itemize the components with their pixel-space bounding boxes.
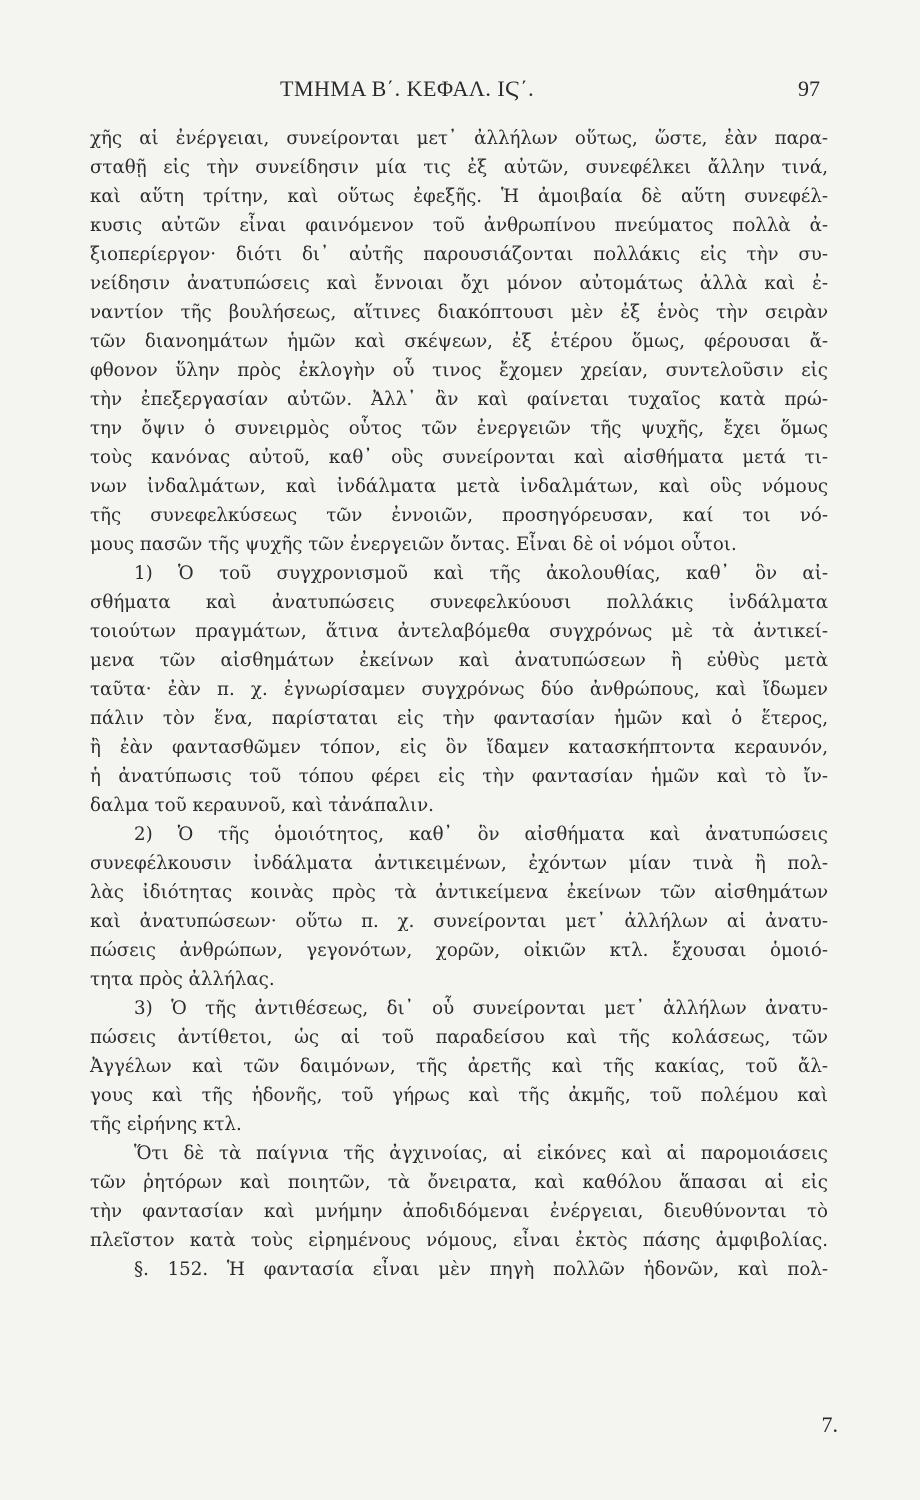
section-start-line: §. 152. Ἡ φαντασία εἶναι μὲν πηγὴ πολλῶν ἡδονῶν, καὶ πολ- [134, 1259, 828, 1280]
text-line: τὴν ἐπεξεργασίαν αὐτῶν. Ἀλλ᾽ ἂν καὶ φαίνεται τυχαῖος κατὰ πρώ- [90, 389, 828, 410]
text-line: μενα τῶν αἰσθημάτων ἐκείνων καὶ ἀνατυπώσεων ἢ εὐθὺς μετὰ [90, 650, 828, 671]
text-line: τὴν φαντασίαν καὶ μνήμην ἀποδιδόμεναι ἐνέργειαι, διευθύνονται τὸ [90, 1201, 828, 1222]
page-number: 97 [798, 76, 820, 101]
text-line: συνεφέλκουσιν ἰνδάλματα ἀντικειμένων, ἐχόντων μίαν τινὰ ἢ πολ- [90, 853, 828, 874]
text-line: ναντίον τῆς βουλήσεως, αἵτινες διακόπτουσι μὲν ἐξ ἑνὸς τὴν σειρὰν [90, 302, 828, 323]
list-item-line: 3) Ὁ τῆς ἀντιθέσεως, δι᾽ οὗ συνείρονται μετ᾽ ἀλλήλων ἀνατυ- [134, 998, 828, 1019]
text-line: χῆς αἱ ἐνέργειαι, συνείρονται μετ᾽ ἀλλήλων οὕτως, ὥστε, ἐὰν παρα- [90, 128, 828, 149]
body-text [90, 124, 828, 1284]
text-line: τῆς συνεφελκύσεως τῶν ἐννοιῶν, προσηγόρευσαν, καί τοι νό- [90, 505, 828, 526]
text-line: καὶ αὕτη τρίτην, καὶ οὕτως ἐφεξῆς. Ἡ ἀμοιβαία δὲ αὕτη συνεφέλ- [90, 186, 828, 207]
text-line: φθονον ὕλην πρὸς ἐκλογὴν οὗ τινος ἔχομεν χρείαν, συντελοῦσιν εἰς [90, 360, 828, 381]
text-line: σταθῇ εἰς τὴν συνείδησιν μία τις ἐξ αὐτῶν, συνεφέλκει ἄλλην τινά, [90, 157, 828, 178]
text-line: τῶν ῥητόρων καὶ ποιητῶν, τὰ ὄνειρατα, καὶ καθόλου ἅπασαι αἱ εἰς [90, 1172, 828, 1193]
text-line: σθήματα καὶ ἀνατυπώσεις συνεφελκύουσι πολλάκις ἰνδάλματα [90, 592, 828, 613]
text-line: τοὺς κανόνας αὐτοῦ, καθ᾽ οὓς συνείρονται καὶ αἰσθήματα μετά τι- [90, 447, 828, 468]
text-line: καὶ ἀνατυπώσεων· οὕτω π. χ. συνείρονται μετ᾽ ἀλλήλων αἱ ἀνατυ- [90, 911, 828, 932]
section-chapter-heading: ΤΜΗΜΑ Β΄. ΚΕΦΑΛ. ΙϚ΄. [280, 76, 535, 101]
text-line: πάλιν τὸν ἕνα, παρίσταται εἰς τὴν φαντασίαν ἡμῶν καὶ ὁ ἕτερος, [90, 708, 828, 729]
text-line: νων ἰνδαλμάτων, καὶ ἰνδάλματα μετὰ ἰνδαλμάτων, καὶ οὓς νόμους [90, 476, 828, 497]
text-line: πώσεις ἀνθρώπων, γεγονότων, χορῶν, οἰκιῶν κτλ. ἔχουσαι ὁμοιό- [90, 940, 828, 961]
signature-mark: 7. [821, 1412, 838, 1437]
paragraph-start-line: Ὅτι δὲ τὰ παίγνια τῆς ἀγχινοίας, αἱ εἰκόνες καὶ αἱ παρομοιάσεις [134, 1143, 828, 1164]
text-line: μους πασῶν τῆς ψυχῆς τῶν ἐνεργειῶν ὄντας. Εἶναι δὲ οἱ νόμοι οὗτοι. [90, 534, 737, 555]
text-line: τοιούτων πραγμάτων, ἅτινα ἀντελαβόμεθα συγχρόνως μὲ τὰ ἀντικεί- [90, 621, 828, 642]
text-line: νείδησιν ἀνατυπώσεις καὶ ἔννοιαι ὄχι μόνον αὐτομάτως ἀλλὰ καὶ ἐ- [90, 273, 828, 294]
text-line: ἡ ἀνατύπωσις τοῦ τόπου φέρει εἰς τὴν φαντασίαν ἡμῶν καὶ τὸ ἴν- [90, 766, 828, 787]
text-line: κυσις αὐτῶν εἶναι φαινόμενον τοῦ ἀνθρωπίνου πνεύματος πολλὰ ἀ- [90, 215, 828, 236]
text-line: τητα πρὸς ἀλλήλας. [90, 969, 275, 990]
text-line: τῶν διανοημάτων ἡμῶν καὶ σκέψεων, ἐξ ἑτέρου ὅμως, φέρουσαι ἄ- [90, 331, 828, 352]
text-line: λὰς ἰδιότητας κοινὰς πρὸς τὰ ἀντικείμενα ἐκείνων τῶν αἰσθημάτων [90, 882, 828, 903]
text-line: ξιοπερίεργον· διότι δι᾽ αὐτῆς παρουσιάζονται πολλάκις εἰς τὴν συ- [90, 244, 828, 265]
list-item-line: 1) Ὁ τοῦ συγχρονισμοῦ καὶ τῆς ἀκολουθίας, καθ᾽ ὃν αἰ- [134, 563, 828, 584]
text-line: τῆς εἰρήνης κτλ. [90, 1114, 242, 1135]
text-line: Ἀγγέλων καὶ τῶν δαιμόνων, τῆς ἀρετῆς καὶ τῆς κακίας, τοῦ ἄλ- [90, 1056, 828, 1077]
text-line: ταῦτα· ἐὰν π. χ. ἐγνωρίσαμεν συγχρόνως δύο ἀνθρώπους, καὶ ἴδωμεν [90, 679, 828, 700]
text-line: γους καὶ τῆς ἡδονῆς, τοῦ γήρως καὶ τῆς ἀκμῆς, τοῦ πολέμου καὶ [90, 1085, 828, 1106]
running-header [90, 76, 830, 116]
text-line: πώσεις ἀντίθετοι, ὡς αἱ τοῦ παραδείσου καὶ τῆς κολάσεως, τῶν [90, 1027, 828, 1048]
text-line: πλεῖστον κατὰ τοὺς εἰρημένους νόμους, εἶναι ἐκτὸς πάσης ἀμφιβολίας. [90, 1230, 828, 1251]
text-line: την ὄψιν ὁ συνειρμὸς οὗτος τῶν ἐνεργειῶν τῆς ψυχῆς, ἔχει ὅμως [90, 418, 828, 439]
text-line: δαλμα τοῦ κεραυνοῦ, καὶ τἀνάπαλιν. [90, 795, 434, 816]
list-item-line: 2) Ὁ τῆς ὁμοιότητος, καθ᾽ ὃν αἰσθήματα καὶ ἀνατυπώσεις [134, 824, 828, 845]
text-line: ἢ ἐὰν φαντασθῶμεν τόπον, εἰς ὃν ἴδαμεν κατασκήπτοντα κεραυνόν, [90, 737, 828, 758]
